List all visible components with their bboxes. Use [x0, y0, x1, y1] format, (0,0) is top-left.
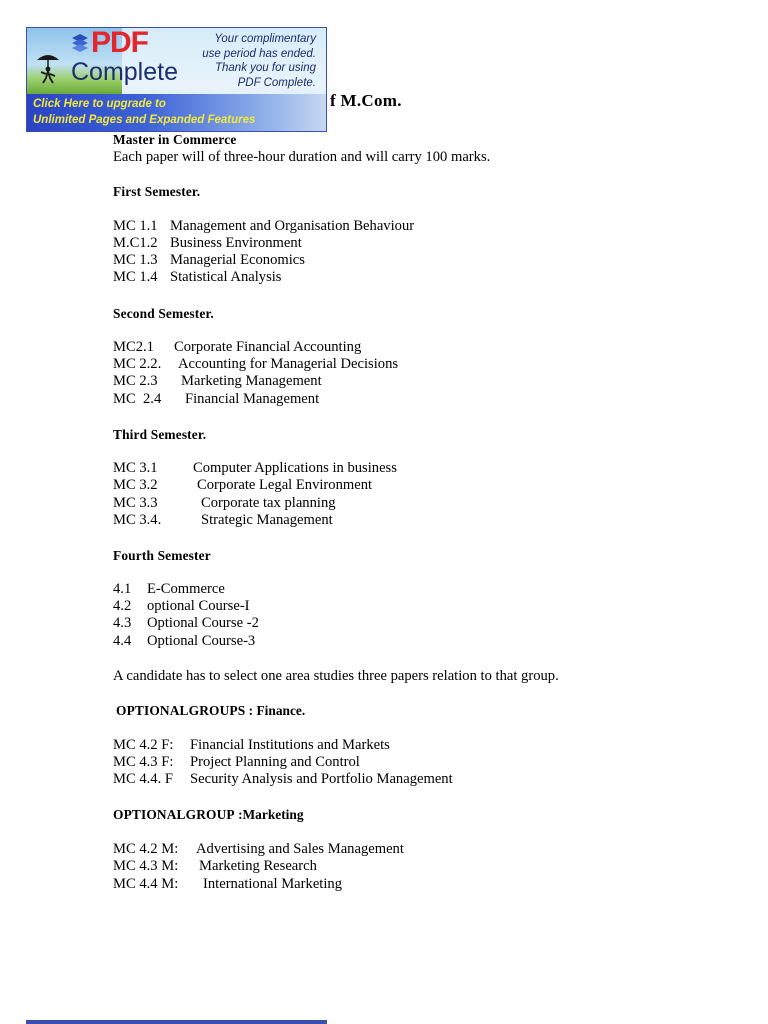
course-row	[113, 858, 317, 875]
course-name: Management and Organisation Behaviour	[170, 218, 415, 234]
group-label: OPTIONALGROUPS	[116, 703, 246, 718]
group-heading	[116, 702, 305, 720]
message-line: PDF Complete.	[237, 76, 316, 89]
course-code: MC 1.4	[113, 269, 158, 285]
course-code: MC 2.4	[113, 391, 162, 407]
semester-heading: Fourth Semester	[113, 548, 211, 563]
course-row	[113, 876, 342, 893]
upgrade-line[interactable]: Click Here to upgrade to	[33, 98, 166, 110]
course-row	[113, 218, 414, 235]
course-code: 4.1	[113, 581, 132, 597]
group-heading	[113, 806, 304, 824]
course-code: MC 2.3	[113, 373, 158, 389]
semester-heading: Third Semester.	[113, 427, 207, 442]
course-row	[113, 356, 398, 373]
course-name: Optional Course -2	[147, 615, 259, 631]
selection-note: A candidate has to select one area studies three papers relation to that group.	[113, 668, 559, 684]
upgrade-bar[interactable]	[27, 94, 326, 132]
semester-heading: First Semester.	[113, 184, 201, 199]
course-name: Strategic Management	[201, 512, 333, 528]
intro-text: Each paper will of three-hour duration and will carry 100 marks.	[113, 149, 491, 165]
course-name: Corporate Financial Accounting	[174, 339, 362, 355]
course-code: MC 3.3	[113, 495, 158, 511]
banner-top	[27, 28, 326, 94]
trial-ended-message	[176, 32, 316, 90]
course-name: Financial Management	[185, 391, 320, 407]
course-name: International Marketing	[203, 876, 342, 892]
message-line: use period has ended.	[202, 47, 316, 60]
course-name: Marketing Research	[199, 858, 317, 874]
course-row	[113, 339, 361, 356]
course-code: MC 4.4 M:	[113, 876, 179, 892]
course-code: MC 1.1	[113, 218, 158, 234]
pdf-complete-banner[interactable]	[26, 27, 327, 132]
logo-complete-text: Complete	[71, 58, 178, 86]
course-name: Advertising and Sales Management	[196, 841, 404, 857]
next-page-banner-edge	[26, 1020, 327, 1024]
course-row	[113, 252, 305, 269]
upgrade-link[interactable]	[33, 97, 255, 128]
course-code: MC 3.4.	[113, 512, 162, 528]
course-code: M.C1.2	[113, 235, 158, 251]
course-code: MC 3.2	[113, 477, 158, 493]
course-code: MC 4.3 M:	[113, 858, 179, 874]
course-code: MC 4.3 F:	[113, 754, 174, 770]
course-row	[113, 615, 259, 632]
course-row	[113, 737, 390, 754]
semester-heading: Second Semester.	[113, 306, 214, 321]
course-name: Business Environment	[170, 235, 302, 251]
course-name: Accounting for Managerial Decisions	[178, 356, 399, 372]
course-row	[113, 841, 404, 858]
pdf-logo-icon	[71, 34, 89, 52]
course-row	[113, 460, 397, 477]
course-code: MC 4.2 F:	[113, 737, 174, 753]
course-name: E-Commerce	[147, 581, 225, 597]
group-separator: :	[245, 703, 257, 718]
course-code: MC2.1	[113, 339, 154, 355]
document-title: f M.Com.	[330, 91, 402, 110]
group-name: Marketing	[242, 807, 304, 822]
course-name: optional Course-I	[147, 598, 250, 614]
course-code: MC 2.2.	[113, 356, 162, 372]
upgrade-line[interactable]: Unlimited Pages and Expanded Features	[33, 113, 256, 126]
course-row	[113, 598, 250, 615]
message-line: Thank you for using	[214, 62, 316, 75]
course-code: 4.3	[113, 615, 132, 631]
course-row	[113, 771, 453, 788]
course-code: MC 4.2 M:	[113, 841, 179, 857]
course-name: Project Planning and Control	[190, 754, 360, 770]
course-name: Marketing Management	[181, 373, 322, 389]
course-code: 4.4	[113, 633, 132, 649]
course-row	[113, 754, 360, 771]
course-name: Security Analysis and Portfolio Management	[190, 771, 453, 787]
group-name: Finance.	[256, 703, 306, 718]
group-label: OPTIONALGROUP	[113, 807, 235, 822]
course-name: Managerial Economics	[170, 252, 305, 268]
course-row	[113, 391, 319, 408]
person-with-umbrella-icon	[35, 50, 61, 84]
logo-pdf-text: PDF	[91, 27, 148, 59]
group-separator: :	[234, 807, 243, 822]
course-code: MC 1.3	[113, 252, 158, 268]
course-code: MC 3.1	[113, 460, 158, 476]
course-name: Corporate Legal Environment	[197, 477, 373, 493]
course-code: 4.2	[113, 598, 132, 614]
course-row	[113, 633, 255, 650]
course-code: MC 4.4. F	[113, 771, 174, 787]
intro-heading: Master in Commerce	[113, 132, 237, 147]
course-name: Statistical Analysis	[170, 269, 282, 285]
course-row	[113, 269, 281, 286]
course-row	[113, 373, 322, 390]
course-name: Optional Course-3	[147, 633, 256, 649]
course-name: Financial Institutions and Markets	[190, 737, 390, 753]
course-row	[113, 512, 333, 529]
course-row	[113, 495, 336, 512]
course-row	[113, 581, 225, 598]
message-line: Your complimentary	[214, 33, 316, 45]
course-name: Corporate tax planning	[201, 495, 336, 511]
course-row	[113, 235, 302, 252]
course-row	[113, 477, 372, 494]
course-name: Computer Applications in business	[193, 460, 397, 476]
